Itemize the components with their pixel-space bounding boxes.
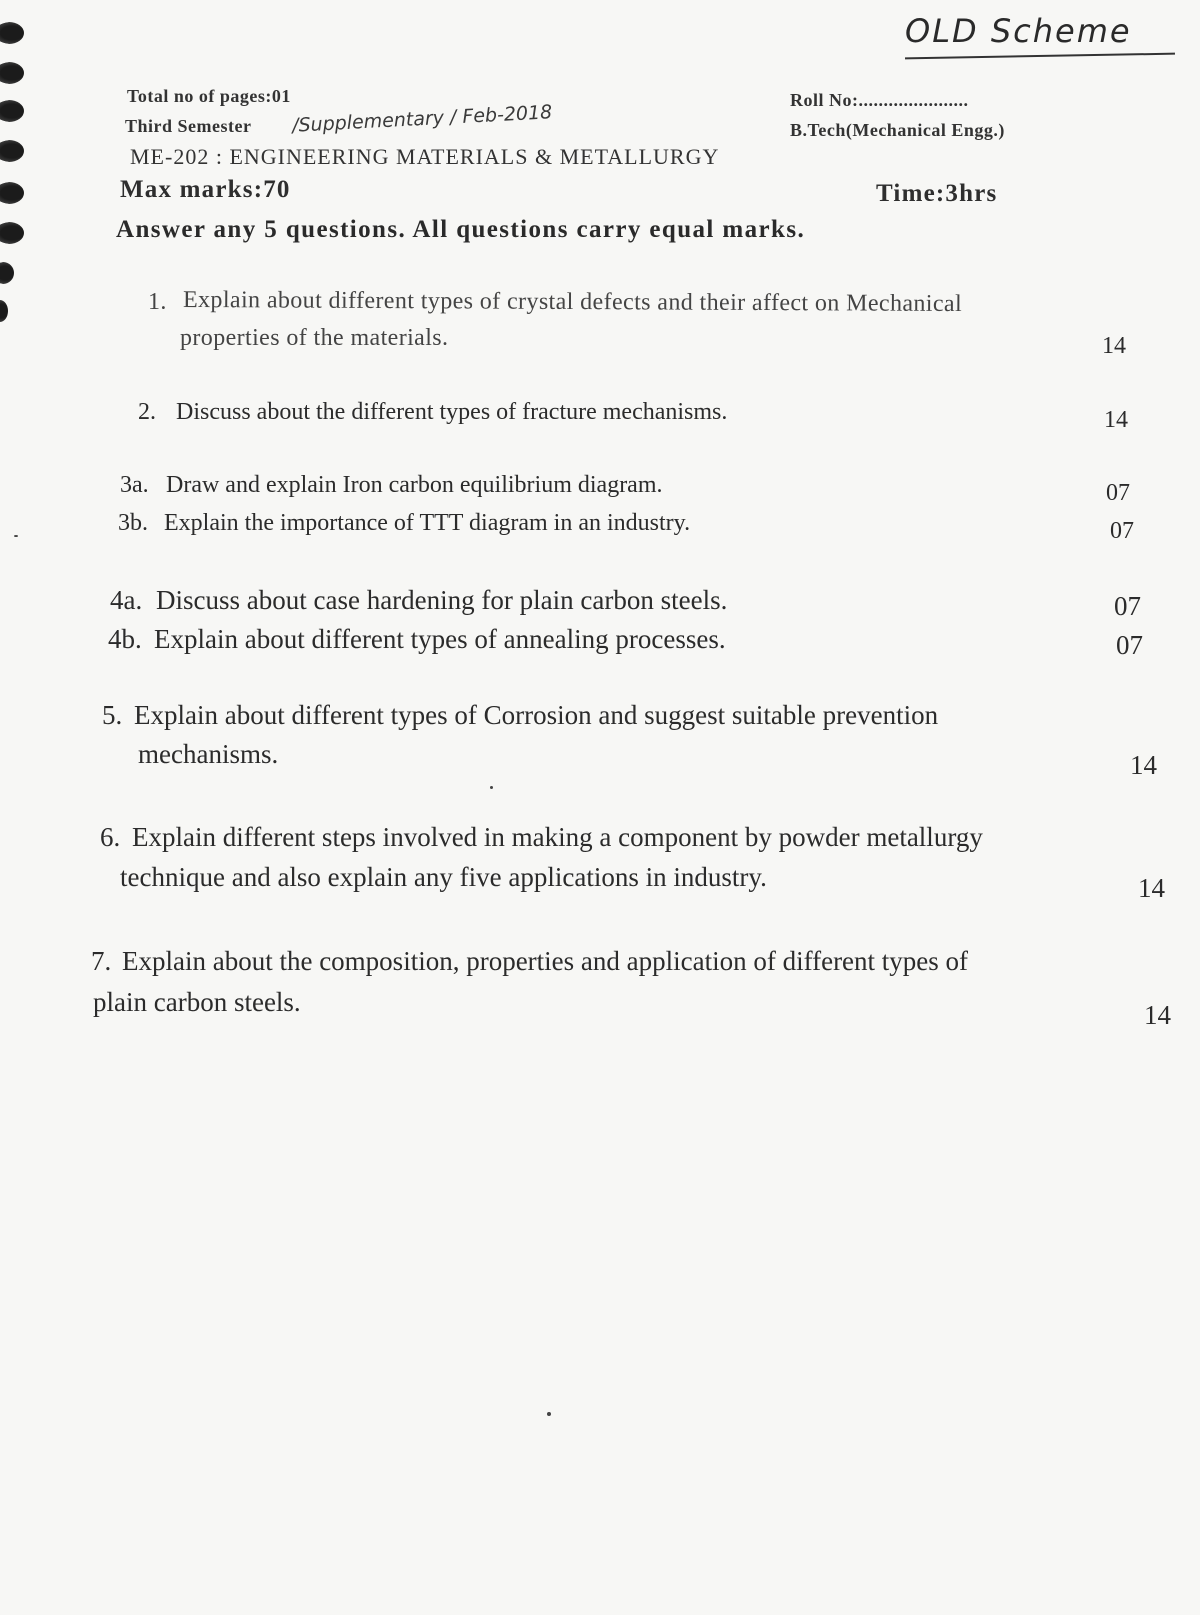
course-title: ME-202 : ENGINEERING MATERIALS & METALLURGY [130,144,720,169]
scan-speck [547,1412,551,1416]
question-4b-marks: 07 [1116,630,1143,660]
question-7-number: 7. [91,946,112,976]
question-1-text-line1: Explain about different types of crystal defects and their affect on Mechanical [182,286,963,318]
question-3b-marks: 07 [1110,518,1134,544]
question-7-text-line1: Explain about the composition, properties and application of different types of [122,946,969,976]
question-2-text: Discuss about the different types of fracture mechanisms. [176,399,728,425]
question-5-number: 5. [102,700,123,730]
question-7-marks: 14 [1144,1000,1171,1030]
scan-speck [14,535,18,537]
question-3a-marks: 07 [1106,480,1130,506]
question-6-text-line2: technique and also explain any five applications in industry. [120,862,767,892]
total-pages: Total no of pages:01 [127,86,291,106]
question-4a-text: Discuss about case hardening for plain carbon steels. [156,585,728,615]
question-6-number: 6. [100,822,121,852]
question-5-text-line2: mechanisms. [138,739,279,769]
semester-label: Third Semester [125,116,252,136]
question-6-marks: 14 [1138,873,1165,903]
question-1-number: 1. [148,289,167,315]
question-2-number: 2. [138,399,156,425]
question-7-text-line2: plain carbon steels. [93,987,301,1017]
question-1-text-line2: properties of the materials. [180,325,449,351]
question-4b-number: 4b. [108,624,142,654]
old-scheme-note: OLD Scheme [905,12,1132,50]
question-4a-number: 4a. [110,585,143,615]
question-4b-text: Explain about different types of annealing processes. [154,624,726,654]
roll-no: Roll No:...................... [790,90,969,110]
question-3a-number: 3a. [120,472,149,498]
question-5-text-line1: Explain about different types of Corrosion and suggest suitable prevention [134,700,939,730]
spiral-binding [0,0,40,360]
question-3b-text: Explain the importance of TTT diagram in an industry. [164,510,691,536]
question-2-marks: 14 [1104,407,1128,433]
instructions: Answer any 5 questions. All questions carry equal marks. [116,216,806,243]
scan-speck [490,786,493,789]
semester-handwritten-note: /Supplementary / Feb-2018 [291,101,553,137]
exam-time: Time:3hrs [876,180,998,207]
question-4a-marks: 07 [1114,591,1141,621]
question-1-marks: 14 [1102,333,1126,359]
old-scheme-underline [905,53,1175,60]
question-3a-text: Draw and explain Iron carbon equilibrium diagram. [166,472,663,498]
question-6-text-line1: Explain different steps involved in making a component by powder metallurgy [132,822,983,852]
max-marks: Max marks:70 [120,176,291,203]
program-name: B.Tech(Mechanical Engg.) [790,120,1005,140]
question-3b-number: 3b. [118,510,148,536]
question-5-marks: 14 [1130,750,1157,780]
